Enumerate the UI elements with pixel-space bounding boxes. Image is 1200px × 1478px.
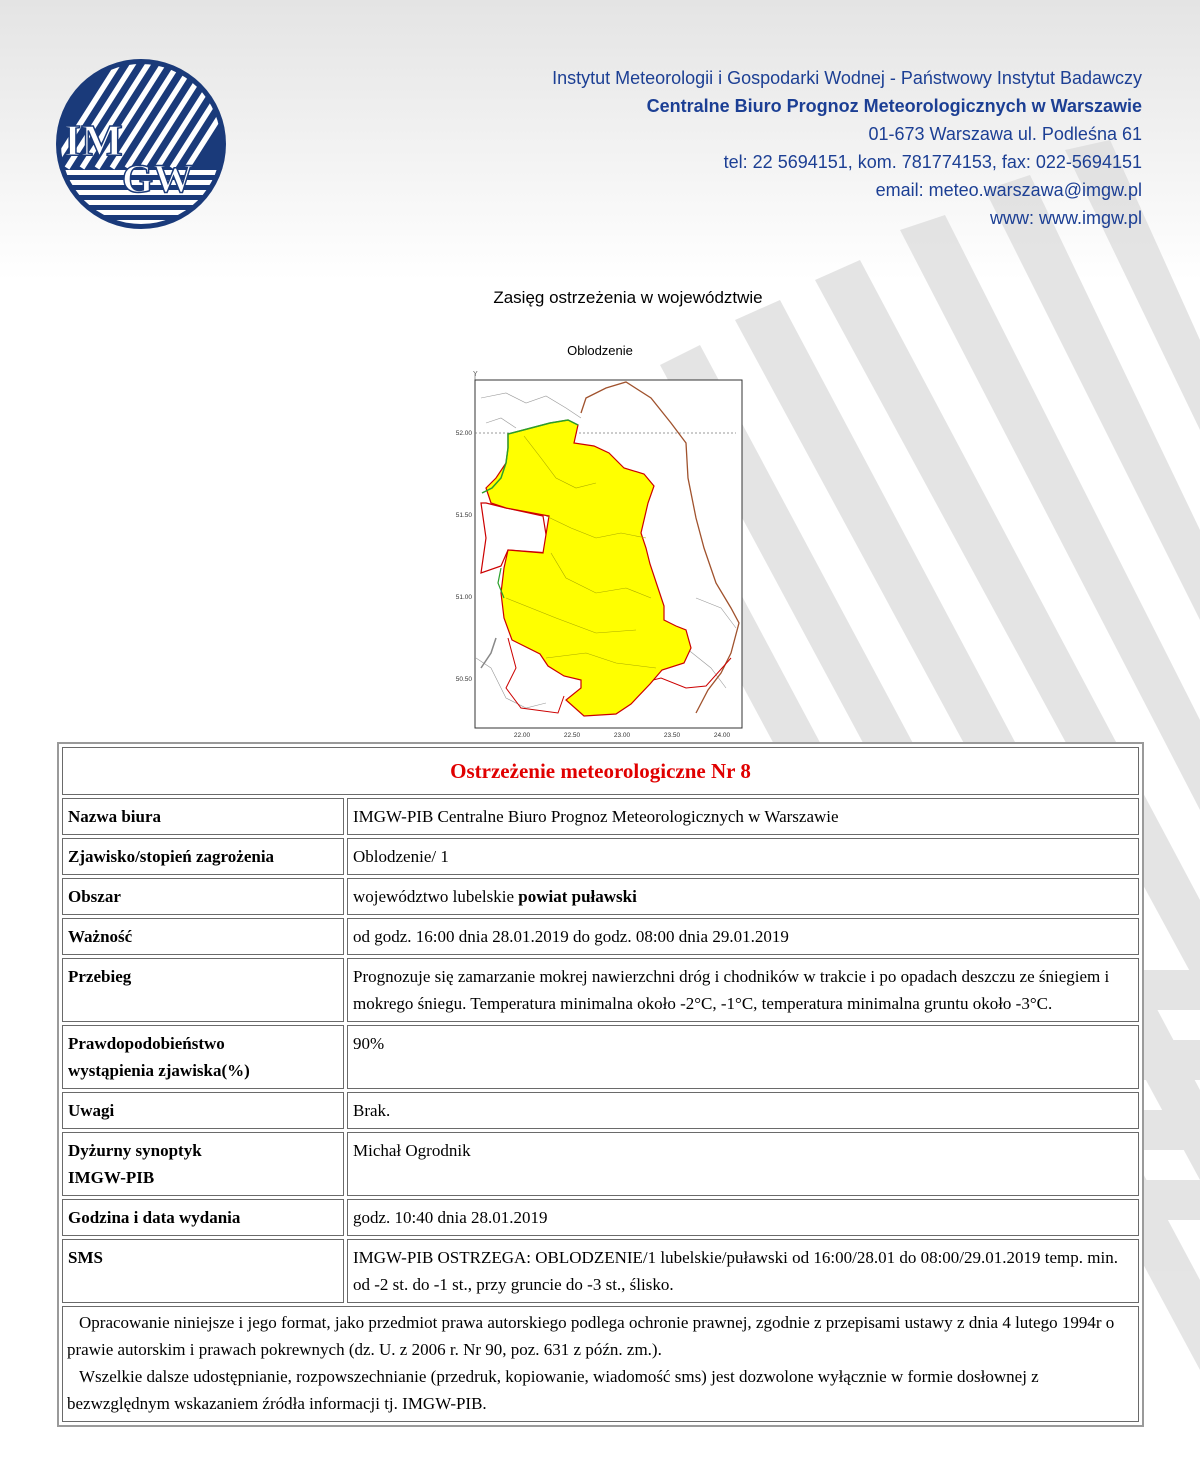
institute-header bbox=[552, 64, 1142, 232]
issued-value: godz. 10:40 dnia 28.01.2019 bbox=[347, 1199, 1139, 1236]
y-tick-label: 51.50 bbox=[455, 512, 472, 519]
forecaster-label bbox=[62, 1132, 344, 1196]
table-row bbox=[62, 1199, 1139, 1236]
table-row bbox=[62, 958, 1139, 1022]
warning-title: Ostrzeżenie meteorologiczne Nr 8 bbox=[62, 747, 1139, 795]
y-tick-label: 52.00 bbox=[455, 430, 472, 437]
y-axis-label: Y bbox=[473, 371, 478, 378]
table-row bbox=[62, 798, 1139, 835]
course-value: Prognozuje się zamarzanie mokrej nawierzchni dróg i chodników w trakcie i po opadach deszczu ze śniegiem i mokrego śniegu. Temperatura minimalna około -2°C, -1°C, temperatura minimalna gruntu około -3°C. bbox=[347, 958, 1139, 1022]
map-phenomenon-label: Oblodzenie bbox=[567, 343, 633, 358]
distribution-paragraph: Wszelkie dalsze udostępnianie, rozpowszechnianie (przedruk, kopiowanie, wiadomość sms) jest dozwolone wyłącznie w formie dosłownej z bezwzględnym wskazaniem źródła informacji tj. IMGW-PIB. bbox=[67, 1367, 1039, 1413]
course-label: Przebieg bbox=[62, 958, 344, 1022]
sms-label: SMS bbox=[62, 1239, 344, 1303]
copyright-paragraph: Opracowanie niniejsze i jego format, jako przedmiot prawa autorskiego podlega ochronie prawnej, zgodnie z przepisami ustawy z dnia 4 lutego 1994r o prawie autorskim i prawach pokrewnych (dz. U. z 2006 r. Nr 90, poz. 631 z późn. zm.). bbox=[67, 1313, 1115, 1359]
phone-fax: tel: 22 5694151, kom. 781774153, fax: 022-5694151 bbox=[723, 152, 1142, 172]
address: 01-673 Warszawa ul. Podleśna 61 bbox=[868, 124, 1142, 144]
phenomenon-value: Oblodzenie/ 1 bbox=[347, 838, 1139, 875]
office-name: Centralne Biuro Prognoz Meteorologicznych w Warszawie bbox=[646, 96, 1142, 116]
copyright-note bbox=[62, 1306, 1139, 1422]
y-tick-label: 50.50 bbox=[455, 676, 472, 683]
x-tick-label: 22.50 bbox=[563, 732, 581, 739]
website-link[interactable]: www: www.imgw.pl bbox=[989, 208, 1142, 228]
remarks-value: Brak. bbox=[347, 1092, 1139, 1129]
logo-text-bottom: GW bbox=[122, 156, 194, 201]
x-tick-label: 23.00 bbox=[613, 732, 631, 739]
area-voivodeship: województwo lubelskie bbox=[353, 887, 514, 906]
y-tick-label: 51.00 bbox=[455, 594, 472, 601]
table-row bbox=[62, 918, 1139, 955]
table-row bbox=[62, 1092, 1139, 1129]
x-tick-label: 24.00 bbox=[713, 732, 731, 739]
x-tick-label: 23.50 bbox=[663, 732, 681, 739]
issued-label: Godzina i data wydania bbox=[62, 1199, 344, 1236]
logo-text-top: IM bbox=[64, 116, 123, 165]
sms-value: IMGW-PIB OSTRZEGA: OBLODZENIE/1 lubelskie/puławski od 16:00/28.01 do 08:00/29.01.2019 temp. min. od -2 st. do -1 st., przy gruncie do -3 st., ślisko. bbox=[347, 1239, 1139, 1303]
probability-value: 90% bbox=[347, 1025, 1139, 1089]
x-tick-label: 22.00 bbox=[513, 732, 531, 739]
validity-label: Ważność bbox=[62, 918, 344, 955]
area-label: Obszar bbox=[62, 878, 344, 915]
table-row bbox=[62, 878, 1139, 915]
table-row bbox=[62, 1239, 1139, 1303]
office-label: Nazwa biura bbox=[62, 798, 344, 835]
forecaster-label-line2: IMGW-PIB bbox=[68, 1168, 155, 1187]
remarks-label: Uwagi bbox=[62, 1092, 344, 1129]
forecaster-value: Michał Ogrodnik bbox=[347, 1132, 1139, 1196]
probability-label-line1: Prawdopodobieństwo bbox=[68, 1034, 225, 1053]
table-row bbox=[62, 838, 1139, 875]
office-value: IMGW-PIB Centralne Biuro Prognoz Meteorologicznych w Warszawie bbox=[347, 798, 1139, 835]
warning-table bbox=[57, 742, 1144, 1427]
warning-area-map bbox=[446, 368, 752, 740]
imgw-logo bbox=[52, 58, 230, 230]
map-section-title: Zasięg ostrzeżenia w województwie bbox=[493, 288, 763, 307]
table-row bbox=[62, 1025, 1139, 1089]
phenomenon-label: Zjawisko/stopień zagrożenia bbox=[62, 838, 344, 875]
area-value bbox=[347, 878, 1139, 915]
validity-value: od godz. 16:00 dnia 28.01.2019 do godz. 08:00 dnia 29.01.2019 bbox=[347, 918, 1139, 955]
probability-label-line2: wystąpienia zjawiska(%) bbox=[68, 1061, 250, 1080]
probability-label bbox=[62, 1025, 344, 1089]
area-county: powiat puławski bbox=[518, 887, 637, 906]
table-row bbox=[62, 1132, 1139, 1196]
institute-name: Instytut Meteorologii i Gospodarki Wodnej - Państwowy Instytut Badawczy bbox=[552, 68, 1142, 88]
forecaster-label-line1: Dyżurny synoptyk bbox=[68, 1141, 202, 1160]
email-link[interactable]: email: meteo.warszawa@imgw.pl bbox=[875, 180, 1142, 200]
